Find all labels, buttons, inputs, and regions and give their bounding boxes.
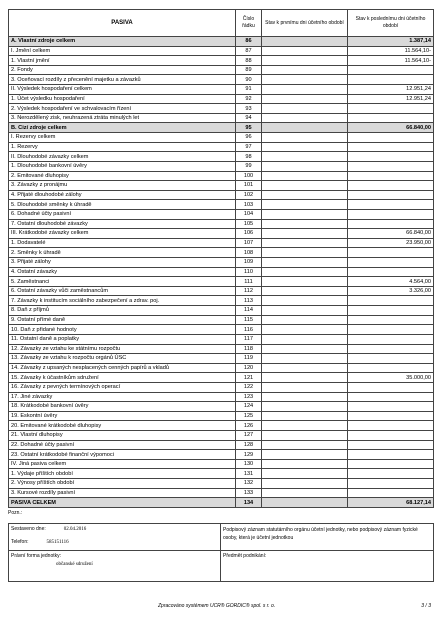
row-label: 2. Směnky k úhradě [9,248,236,258]
row-opening-balance [262,171,348,181]
table-row [9,469,434,479]
row-opening-balance [262,209,348,219]
row-number: 120 [236,363,262,373]
row-closing-balance [348,104,434,114]
row-number: 114 [236,306,262,316]
telefon-value: 585151116 [46,539,69,545]
table-row [9,382,434,392]
row-closing-balance: 12.951,24 [348,85,434,95]
row-opening-balance [262,479,348,489]
table-row [9,258,434,268]
row-opening-balance [262,56,348,66]
row-label: 5. Dlouhodobé směnky k úhradě [9,200,236,210]
row-opening-balance [262,382,348,392]
row-opening-balance [262,37,348,47]
row-closing-balance: 35.000,00 [348,373,434,383]
row-label: 5. Zaměstnanci [9,277,236,287]
row-label: 10. Daň z přidané hodnoty [9,325,236,335]
row-closing-balance [348,267,434,277]
row-opening-balance [262,296,348,306]
row-number: 123 [236,392,262,402]
row-opening-balance [262,133,348,143]
row-opening-balance [262,200,348,210]
row-opening-balance [262,181,348,191]
table-row [9,104,434,114]
row-opening-balance [262,190,348,200]
table-row [9,459,434,469]
row-closing-balance: 68.127,14 [348,498,434,508]
row-closing-balance [348,382,434,392]
row-label: 1. Účet výsledku hospodaření [9,94,236,104]
row-opening-balance [262,123,348,133]
row-closing-balance [348,430,434,440]
table-row [9,142,434,152]
header-row-number: Číslo řádku [236,10,262,37]
row-label: 4. Ostatní závazky [9,267,236,277]
row-closing-balance [348,421,434,431]
row-opening-balance [262,363,348,373]
row-closing-balance [348,469,434,479]
row-label: IV. Jiná pasiva celkem [9,459,236,469]
row-number: 89 [236,65,262,75]
header-opening-balance: Stav k prvnímu dni účetního období [262,10,348,37]
sestaveno-label: Sestaveno dne: [11,525,46,532]
row-label: I. Jmění celkem [9,46,236,56]
row-closing-balance [348,354,434,364]
row-number: 96 [236,133,262,143]
note-label: Pozn.: [8,509,23,516]
row-closing-balance: 12.951,24 [348,94,434,104]
row-number: 131 [236,469,262,479]
row-label: B. Cizí zdroje celkem [9,123,236,133]
table-row [9,200,434,210]
row-opening-balance [262,306,348,316]
row-number: 100 [236,171,262,181]
table-row [9,229,434,239]
row-number: 130 [236,459,262,469]
table-row [9,161,434,171]
row-closing-balance [348,209,434,219]
row-label: 17. Jiné závazky [9,392,236,402]
row-number: 92 [236,94,262,104]
row-opening-balance [262,219,348,229]
row-closing-balance: 23.950,00 [348,238,434,248]
row-closing-balance: 3.326,00 [348,286,434,296]
row-number: 111 [236,277,262,287]
row-number: 107 [236,238,262,248]
row-closing-balance [348,190,434,200]
row-opening-balance [262,430,348,440]
row-closing-balance [348,133,434,143]
row-label: 1. Výdaje příštích období [9,469,236,479]
row-closing-balance [348,479,434,489]
row-number: 109 [236,258,262,268]
table-row [9,123,434,133]
table-row [9,402,434,412]
row-closing-balance [348,363,434,373]
table-row [9,363,434,373]
table-row [9,430,434,440]
row-closing-balance: 11.564,10- [348,56,434,66]
row-label: 1. Dlouhodobé bankovní úvěry [9,161,236,171]
row-label: 21. Vlastní dluhopisy [9,430,236,440]
legal-form-label: Právní forma jednotky: [11,552,62,559]
row-label: 23. Ostatní krátkodobé finanční výpomoci [9,450,236,460]
table-row [9,344,434,354]
row-number: 103 [236,200,262,210]
row-opening-balance [262,392,348,402]
row-label: 2. Emitované dluhopisy [9,171,236,181]
row-closing-balance [348,450,434,460]
row-label: 4. Přijaté dlouhodobé zálohy [9,190,236,200]
row-number: 125 [236,411,262,421]
row-opening-balance [262,488,348,498]
row-number: 133 [236,488,262,498]
row-label: 3. Přijaté zálohy [9,258,236,268]
business-subject-cell [221,550,434,581]
row-number: 117 [236,334,262,344]
table-row [9,421,434,431]
row-closing-balance [348,411,434,421]
row-opening-balance [262,277,348,287]
table-row [9,488,434,498]
row-number: 112 [236,286,262,296]
row-label: 7. Ostatní dlouhodobé závazky [9,219,236,229]
row-opening-balance [262,411,348,421]
row-opening-balance [262,104,348,114]
row-opening-balance [262,440,348,450]
table-row [9,334,434,344]
row-opening-balance [262,267,348,277]
row-closing-balance [348,75,434,85]
row-number: 128 [236,440,262,450]
row-opening-balance [262,402,348,412]
table-row [9,190,434,200]
row-number: 95 [236,123,262,133]
row-number: 127 [236,430,262,440]
row-opening-balance [262,325,348,335]
row-opening-balance [262,334,348,344]
row-label: 13. Závazky ze vztahu k rozpočtu orgánů ÚSC [9,354,236,364]
row-closing-balance [348,161,434,171]
row-label: III. Krátkodobé závazky celkem [9,229,236,239]
row-label: 11. Ostatní daně a poplatky [9,334,236,344]
table-row [9,325,434,335]
table-row [9,181,434,191]
row-number: 97 [236,142,262,152]
row-label: 3. Oceňovací rozdíly z přecenění majetku a závazků [9,75,236,85]
table-row [9,450,434,460]
row-label: PASIVA CELKEM [9,498,236,508]
row-label: 8. Daň z příjmů [9,306,236,316]
row-number: 118 [236,344,262,354]
software-credit: Zpracováno systémem UCR® GORDIC® spol. s r. o. [158,603,276,609]
business-subject-label: Předmět podnikání: [223,552,267,559]
row-number: 101 [236,181,262,191]
row-number: 98 [236,152,262,162]
signature-cell [221,523,434,550]
row-number: 132 [236,479,262,489]
table-row [9,85,434,95]
table-row [9,440,434,450]
row-closing-balance [348,488,434,498]
row-closing-balance: 1.387,14 [348,37,434,47]
row-closing-balance [348,113,434,123]
row-opening-balance [262,152,348,162]
table-header-row [9,10,434,37]
row-label: II. Dlouhodobé závazky celkem [9,152,236,162]
table-row [9,238,434,248]
row-closing-balance: 11.564,10- [348,46,434,56]
table-row [9,479,434,489]
row-opening-balance [262,315,348,325]
row-number: 121 [236,373,262,383]
row-label: II. Výsledek hospodaření celkem [9,85,236,95]
row-number: 115 [236,315,262,325]
row-label: 3. Závazky z pronájmu [9,181,236,191]
row-label: 19. Eskontní úvěry [9,411,236,421]
row-number: 124 [236,402,262,412]
row-number: 119 [236,354,262,364]
row-label: 1. Dodavatelé [9,238,236,248]
row-label: 6. Dohadné účty pasivní [9,209,236,219]
row-number: 87 [236,46,262,56]
row-closing-balance [348,142,434,152]
page-number: 3 / 3 [421,603,431,609]
table-row [9,152,434,162]
row-closing-balance [348,65,434,75]
row-number: 86 [236,37,262,47]
row-number: 104 [236,209,262,219]
row-label: 14. Závazky z upsaných nesplacených cenných papírů a vkladů [9,363,236,373]
row-opening-balance [262,354,348,364]
table-row [9,296,434,306]
table-row [9,94,434,104]
table-row [9,306,434,316]
row-label: 2. Výnosy příštích období [9,479,236,489]
row-closing-balance [348,171,434,181]
row-label: 2. Výsledek hospodaření ve schvalovacím řízení [9,104,236,114]
row-closing-balance [348,315,434,325]
row-closing-balance [348,325,434,335]
table-row [9,373,434,383]
row-label: 3. Kursové rozdíly pasivní [9,488,236,498]
row-closing-balance [348,181,434,191]
row-label: 2. Fondy [9,65,236,75]
row-opening-balance [262,142,348,152]
table-row [9,392,434,402]
row-opening-balance [262,421,348,431]
row-closing-balance [348,402,434,412]
row-closing-balance [348,248,434,258]
row-closing-balance [348,258,434,268]
row-opening-balance [262,94,348,104]
row-closing-balance [348,459,434,469]
row-label: A. Vlastní zdroje celkem [9,37,236,47]
row-opening-balance [262,344,348,354]
header-closing-balance: Stav k poslednímu dni účetního období [348,10,434,37]
row-closing-balance [348,440,434,450]
table-row [9,171,434,181]
table-row [9,267,434,277]
row-number: 126 [236,421,262,431]
row-closing-balance: 66.840,00 [348,123,434,133]
row-number: 93 [236,104,262,114]
row-label: 1. Vlastní jmění [9,56,236,66]
pasiva-table [8,9,434,508]
row-number: 102 [236,190,262,200]
row-opening-balance [262,46,348,56]
table-row [9,354,434,364]
row-number: 88 [236,56,262,66]
row-number: 94 [236,113,262,123]
row-label: 22. Dohadné účty pasivní [9,440,236,450]
table-row [9,248,434,258]
table-row [9,65,434,75]
row-label: 15. Závazky k účastníkům sdružení [9,373,236,383]
row-label: I. Rezervy celkem [9,133,236,143]
table-row [9,46,434,56]
row-number: 108 [236,248,262,258]
row-number: 99 [236,161,262,171]
row-number: 129 [236,450,262,460]
row-label: 1. Rezervy [9,142,236,152]
row-closing-balance [348,344,434,354]
table-row [9,286,434,296]
row-closing-balance [348,219,434,229]
row-opening-balance [262,85,348,95]
balance-sheet-page [8,9,433,582]
row-closing-balance [348,306,434,316]
row-opening-balance [262,469,348,479]
row-number: 105 [236,219,262,229]
row-label: 20. Emitované krátkodobé dluhopisy [9,421,236,431]
row-number: 113 [236,296,262,306]
table-row [9,133,434,143]
row-label: 3. Nerozdělený zisk, neuhrazená ztráta minulých let [9,113,236,123]
row-opening-balance [262,459,348,469]
row-number: 110 [236,267,262,277]
row-label: 9. Ostatní přímé daně [9,315,236,325]
table-row [9,219,434,229]
row-opening-balance [262,450,348,460]
row-closing-balance: 66.840,00 [348,229,434,239]
row-number: 91 [236,85,262,95]
table-row [9,56,434,66]
row-closing-balance: 4.564,00 [348,277,434,287]
row-opening-balance [262,258,348,268]
table-row [9,498,434,508]
table-row [9,209,434,219]
row-opening-balance [262,373,348,383]
table-row [9,315,434,325]
table-body [9,37,434,508]
row-number: 116 [236,325,262,335]
row-number: 90 [236,75,262,85]
row-closing-balance [348,152,434,162]
row-label: 18. Krátkodobé bankovní úvěry [9,402,236,412]
table-row [9,113,434,123]
row-closing-balance [348,392,434,402]
legal-form-cell [9,550,221,581]
telefon-label: Telefon: [11,538,29,545]
row-opening-balance [262,498,348,508]
table-row [9,411,434,421]
table-row [9,37,434,47]
table-row [9,75,434,85]
legal-form-value: občanské sdružení [56,561,93,567]
row-opening-balance [262,286,348,296]
row-closing-balance [348,334,434,344]
row-label: 12. Závazky ze vztahu ke státnímu rozpočtu [9,344,236,354]
row-label: 6. Ostatní závazky vůči zaměstnancům [9,286,236,296]
row-label: 16. Závazky z pevných termínových operací [9,382,236,392]
footer-date-phone-cell [9,523,221,550]
row-opening-balance [262,248,348,258]
row-closing-balance [348,296,434,306]
row-number: 134 [236,498,262,508]
row-opening-balance [262,75,348,85]
header-title: PASIVA [9,10,236,37]
footer-table [8,523,434,582]
row-opening-balance [262,113,348,123]
row-closing-balance [348,200,434,210]
row-number: 106 [236,229,262,239]
row-opening-balance [262,229,348,239]
row-number: 122 [236,382,262,392]
signature-label: Podpisový záznam statutárního orgánu účetní jednotky, nebo podpisový záznam fyzické osoby, která je účetní jednotkou [223,526,418,541]
row-label: 7. Závazky k institucím sociálního zabezpečení a zdrav. poj. [9,296,236,306]
row-opening-balance [262,65,348,75]
row-opening-balance [262,238,348,248]
sestaveno-value: 02.04.2016 [63,526,87,532]
row-opening-balance [262,161,348,171]
table-row [9,277,434,287]
